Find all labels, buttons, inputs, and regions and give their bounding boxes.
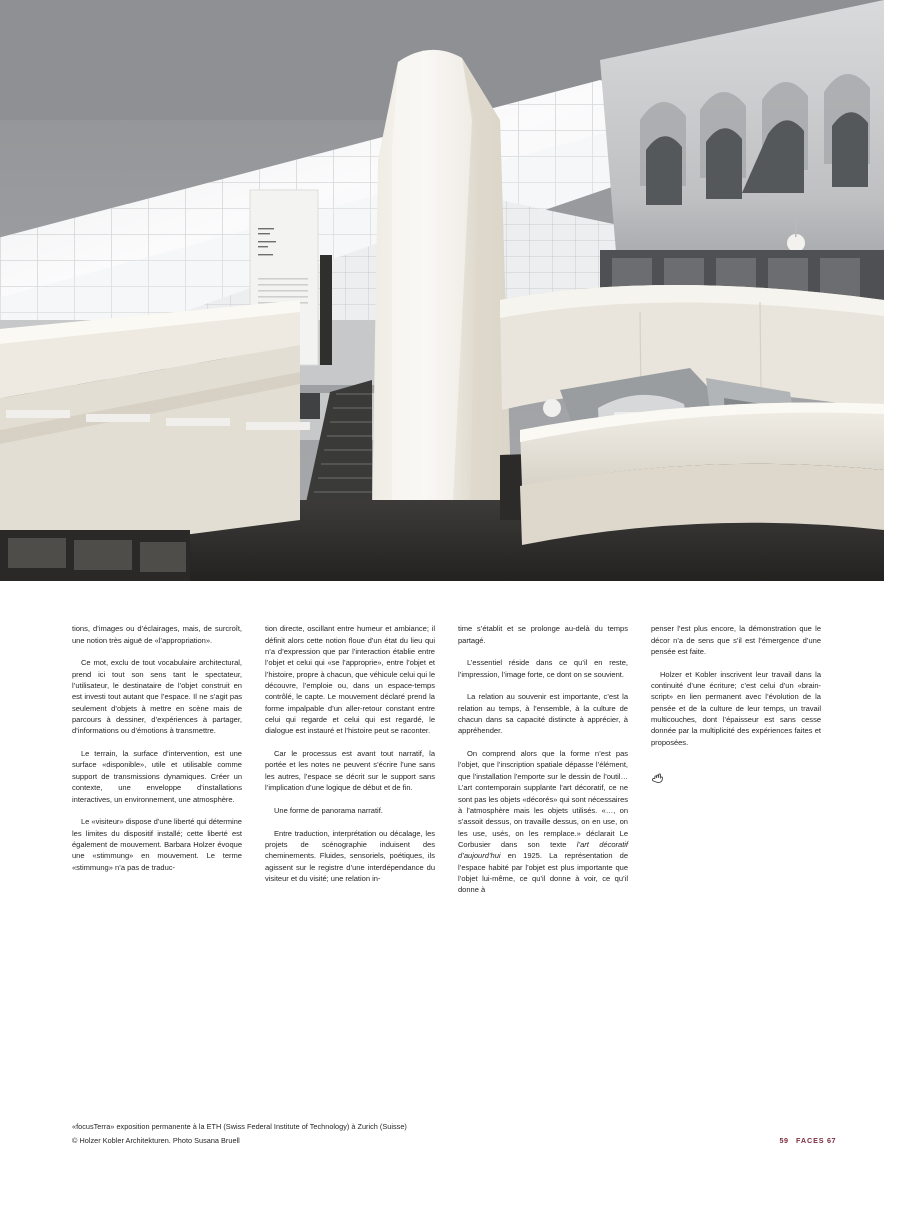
- paragraph: tions, d’images ou d’éclairages, mais, de surcroît, une notion très aiguë de «l’appropriation».: [72, 624, 242, 645]
- paragraph: Entre traduction, interprétation ou décalage, les projets de scénographie induisent des cheminements. Fluides, sensoriels, poétiques, ils agissent sur le registre d’une interdépendance du visiteur et du visité; une relation in-: [265, 828, 435, 883]
- photo-credit-line: © Holzer Kobler Architekturen. Photo Susana Bruell: [72, 1135, 240, 1145]
- paragraph: Une forme de panorama narratif.: [274, 805, 383, 815]
- paragraph: Holzer et Kobler inscrivent leur travail dans la continuité d’une écriture; c’est celui d’un «brain-script» en lien permanent avec l’évolution de la pensée et de la culture de leur temps, un travail multicouches, dont l’épaisseur est sans cesse donnée par la multiplicité des expériences faites et proposées.: [651, 669, 821, 747]
- folio-page-number: 59: [779, 1135, 789, 1145]
- paragraph: time s’établit et se prolonge au-delà du temps partagé.: [458, 624, 628, 645]
- pointing-hand-cursor-glyph: [651, 772, 665, 786]
- paragraph: L’essentiel réside dans ce qu’il en reste, l’impression, l’image forte, ce dont on se souvient.: [458, 658, 628, 679]
- paragraph: penser l’est plus encore, la démonstration que le décor n’a de sens que s’il est l’émergence d’une pensée est faite.: [651, 624, 821, 657]
- paragraph: Ce mot, exclu de tout vocabulaire architectural, prend ici tout son sens tant le spectateur, l’utilisateur, le destinataire de l’objet construit en est investi tout autant que l’espace. Il ne s’agit pas seulement d’objets à mettre en scène mais de parcours à dessiner, d’expériences à partager, d’informations ou d’émotions à transmettre.: [72, 658, 242, 736]
- paragraph-with-citation: [458, 748, 628, 895]
- museum-interior-photograph: [0, 0, 884, 581]
- photo-illustration: [0, 0, 884, 581]
- pointing-hand-cursor-icon: [651, 760, 665, 774]
- folio: [780, 1134, 836, 1148]
- paragraph: La relation au souvenir est importante, c’est la relation au temps, à l’ensemble, à la culture de chacun dans sa capacité distincte à apprécier, à appréhender.: [458, 692, 628, 736]
- photo-caption-line-1: «focusTerra» exposition permanente à la ETH (Swiss Federal Institute of Technology) à Zurich (Suisse): [72, 1122, 407, 1131]
- article-columns: [72, 612, 836, 907]
- folio-brand: FACES: [796, 1135, 825, 1145]
- text-column-1: [72, 612, 242, 907]
- page-footer: [72, 1120, 836, 1160]
- paragraph: Car le processus est avant tout narratif, la portée et les notes ne peuvent s’écrire l’une sans les autres, l’espace se décrit sur le support sans l’implication d’une logique de début et de fin.: [265, 749, 435, 793]
- paragraph: tion directe, oscillant entre humeur et ambiance; il définit alors cette notion floue d’un état du lieu qui n’a d’expression que par l’interaction établie entre l’objet et celui qui «se l’approprie», entre l’objet et l’histoire, propre à chacun, que véhicule celui qui le découvre, l’emploie ou, dans un espace-temps contrôlé, le capte. Le mouvement déclaré prend la forme impalpable d’un aller-retour constant entre celui qui regarde et celui qui est regardé, le dialogue est instauré et l’histoire peut se raconter.: [265, 624, 435, 736]
- book-title-italic: l’art décoratif d’aujourd’hui: [458, 839, 629, 861]
- paragraph: Le terrain, la surface d’intervention, est une surface «disponible», utile et utilisable comme support de transmissions dynamiques. Créer un contexte, une enveloppe d’installations interactives, un environnement, une atmosphère.: [72, 749, 242, 804]
- paragraph: Le «visiteur» dispose d’une liberté qui détermine les limites du dispositif installé; cette liberté est également de mouvement. Barbara Holzer évoque une «stimmung» en mouvement. Le terme «stimmung» n’a pas de traduc-: [72, 817, 242, 872]
- folio-issue-number: 67: [827, 1135, 836, 1145]
- text-column-2: [265, 612, 435, 907]
- folio-spacer: [789, 1136, 797, 1145]
- text-column-4: [651, 612, 821, 907]
- text-column-3: [458, 612, 628, 907]
- paragraph-tail: en 1925. La représentation de l’espace habité par l’objet est plus importante que l’objet lui-même, ce qu’il donne à voir, ce qu’il donne à: [458, 851, 628, 895]
- paragraph-lead: On comprend alors que la forme n’est pas l’objet, que l’inscription spatiale dépasse l’élément, que l’installation l’emporte sur le dessin de l’outil… L’art contemporain supplante l’art décoratif, ce ne sont pas les objets «décorés» qui sont nécessaires à l’atmosphère mais les objets utilisés. «…, on s’assoit dessus, on travaille dessus, on en use, on les use, usés, on les remplace.» déclarait Le Corbusier dans son texte: [458, 749, 628, 849]
